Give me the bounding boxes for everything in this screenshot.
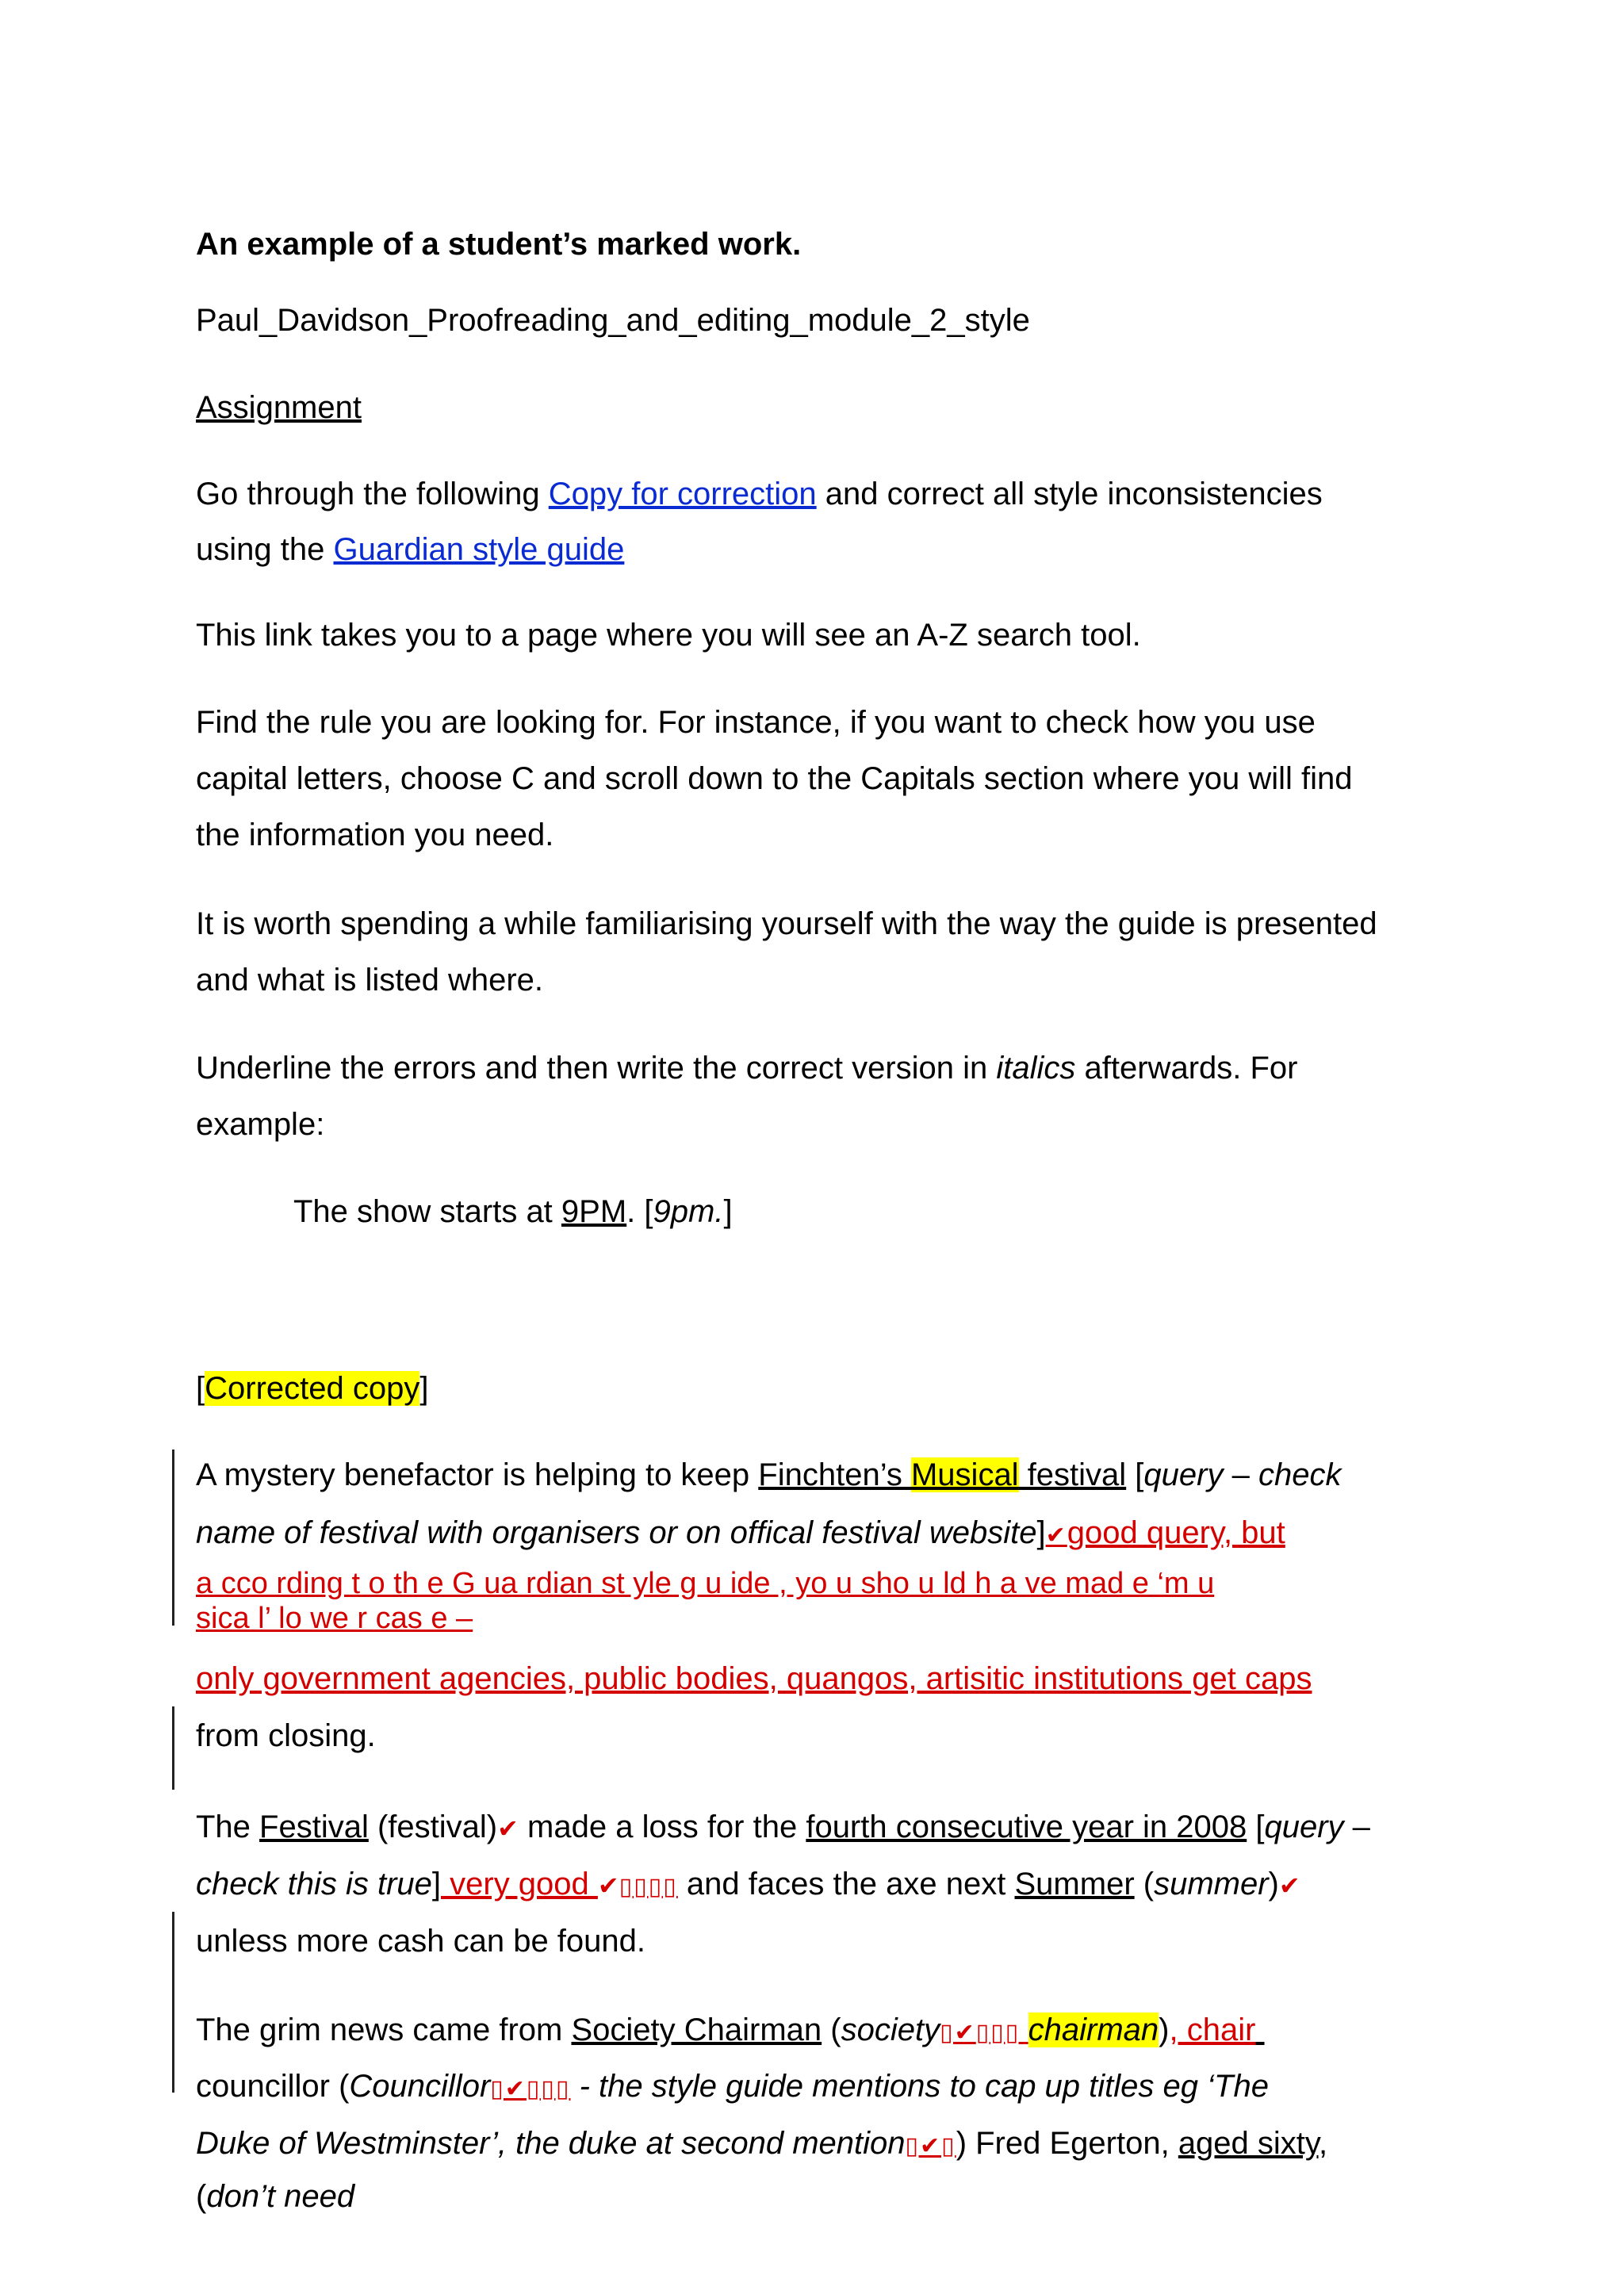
text: [ — [1247, 1810, 1265, 1844]
text: made a loss for the — [518, 1810, 806, 1844]
tutor-comment: very good — [441, 1867, 598, 1901]
query-text: query — [1264, 1810, 1344, 1844]
search-tool-note: This link takes you to a page where you will see an A-Z search tool. — [196, 618, 1141, 653]
tick-mark-icon: ▯✔▯ — [905, 2133, 956, 2159]
correction-text: summer — [1154, 1867, 1269, 1901]
s3-line-4 — [196, 2177, 354, 2215]
tutor-comment-line: a cco rding t o th e G ua rdian st yle g u ide , yo u sho u ld h a ve mad e ‘m u — [196, 1567, 1215, 1600]
page-heading: An example of a student’s marked work. — [196, 227, 802, 262]
text: The grim news came from — [196, 2013, 572, 2047]
error-underline: Finchten’s — [758, 1457, 911, 1492]
query-text: check — [1258, 1457, 1342, 1492]
text: The show starts at — [293, 1194, 561, 1229]
text: afterwards. For — [1075, 1051, 1298, 1086]
s2-line-1 — [196, 1808, 1370, 1848]
query-text: query — [1143, 1457, 1224, 1492]
s2-line-3: unless more cash can be found. — [196, 1924, 646, 1959]
instructions-line-2 — [196, 530, 624, 569]
example-correction: 9pm. — [653, 1194, 724, 1229]
text: – — [1343, 1810, 1370, 1844]
tick-mark-icon: ▯✔ — [940, 2020, 976, 2046]
query-text: check this is true — [196, 1867, 432, 1901]
filename-line: Paul_Davidson_Proofreading_and_editing_module_2_style — [196, 303, 1030, 338]
find-rule-line-1: Find the rule you are looking for. For instance, if you want to check how you use — [196, 705, 1316, 740]
tick-mark-icon: ✔ — [497, 1814, 519, 1843]
s1-line-2 — [196, 1514, 1285, 1555]
italic-word: italics — [996, 1051, 1076, 1086]
copy-for-correction-link[interactable]: Copy for correction — [548, 477, 817, 511]
text: A mystery benefactor is helping to keep — [196, 1457, 759, 1492]
query-text: name of festival with organisers or on offical festival website — [196, 1515, 1037, 1550]
error-underline: festival — [1018, 1457, 1127, 1492]
placeholder-glyphs: ▯▯▯ — [526, 2076, 571, 2102]
text: ] — [431, 1867, 442, 1901]
tick-mark-icon: ✔ — [1045, 1522, 1067, 1549]
bracket: ] — [419, 1371, 429, 1406]
s3-line-1 — [196, 2011, 1327, 2052]
corrected-copy-label — [196, 1369, 428, 1407]
text: and correct all style inconsistencies — [816, 477, 1323, 511]
text: Go through the following — [196, 477, 549, 511]
error-underline: fourth consecutive year in 2008 — [806, 1810, 1247, 1844]
placeholder-glyphs: ▯▯▯ — [975, 2020, 1028, 2046]
blank-underline — [1255, 2011, 1327, 2049]
error-underline: Festival — [259, 1810, 369, 1844]
find-rule-line-3: the information you need. — [196, 818, 554, 852]
correction-text: Councillor — [349, 2069, 491, 2104]
revision-bar — [172, 1912, 174, 2093]
correction-text: - the style guide mentions to cap up titles eg ‘The — [570, 2069, 1269, 2104]
text: ( — [1134, 1867, 1155, 1901]
text: ] — [1036, 1515, 1046, 1550]
text: using the — [196, 532, 334, 567]
underline-instruction-line-2: example: — [196, 1107, 325, 1142]
correction-text: society — [841, 2013, 940, 2047]
text: (festival) — [368, 1810, 498, 1844]
find-rule-line-2: capital letters, choose C and scroll down to the Capitals section where you will find — [196, 761, 1353, 796]
instructions-line-1 — [196, 475, 1323, 513]
revision-bar — [172, 1706, 174, 1790]
text: ) — [1159, 2013, 1170, 2047]
s1-line-6: from closing. — [196, 1718, 376, 1753]
error-underline: aged sixty, — [1178, 2126, 1328, 2161]
tutor-comment-line: sica l’ lo we r cas e – — [196, 1602, 473, 1635]
text: ) Fred Egerton, — [956, 2126, 1178, 2161]
s3-line-3 — [196, 2124, 1327, 2166]
placeholder-glyphs: ▯▯▯▯ — [619, 1874, 678, 1900]
text: Underline the errors and then write the correct version in — [196, 1051, 997, 1086]
s3-line-2 — [196, 2067, 1269, 2108]
text: ) — [1268, 1867, 1279, 1901]
example-line — [293, 1193, 733, 1231]
corrected-copy-highlight: Corrected copy — [205, 1371, 420, 1406]
correction-highlight: chairman — [1028, 2013, 1159, 2047]
familiarise-line-2: and what is listed where. — [196, 963, 544, 998]
correction-text: don’t need — [206, 2179, 355, 2214]
correction-text: Duke of Westminster’, the duke at second mention — [196, 2126, 906, 2161]
error-underline: Society Chairman — [571, 2013, 822, 2047]
text: ( — [196, 2179, 207, 2214]
revision-bar — [172, 1450, 174, 1626]
text: . [ — [626, 1194, 653, 1229]
error-underline: Summer — [1014, 1867, 1135, 1901]
assignment-label: Assignment — [196, 390, 362, 425]
text: councillor ( — [196, 2069, 350, 2104]
text: and faces the axe next — [677, 1867, 1015, 1901]
error-highlight: Musical — [910, 1457, 1019, 1492]
underline-instruction-line-1 — [196, 1049, 1297, 1087]
tick-mark-icon: ✔ — [597, 1871, 619, 1900]
s1-line-1 — [196, 1456, 1341, 1494]
text: – — [1223, 1457, 1258, 1492]
tick-mark-icon: ✔ — [1278, 1871, 1300, 1900]
guardian-style-guide-link[interactable]: Guardian style guide — [333, 532, 625, 567]
s2-line-2 — [196, 1865, 1300, 1906]
text: The — [196, 1810, 260, 1844]
example-error: 9PM — [561, 1194, 627, 1229]
text: ( — [822, 2013, 841, 2047]
tutor-comment: good query, but — [1067, 1515, 1285, 1550]
familiarise-line-1: It is worth spending a while familiarising yourself with the way the guide is presented — [196, 906, 1377, 941]
bracket: [ — [196, 1371, 205, 1406]
tick-mark-icon: ▯✔ — [490, 2076, 527, 2102]
text: [ — [1126, 1457, 1144, 1492]
tutor-comment: , chair — [1169, 2013, 1256, 2047]
tutor-comment-line: only government agencies, public bodies, quangos, artisitic institutions get caps — [196, 1661, 1312, 1696]
text: ] — [723, 1194, 733, 1229]
